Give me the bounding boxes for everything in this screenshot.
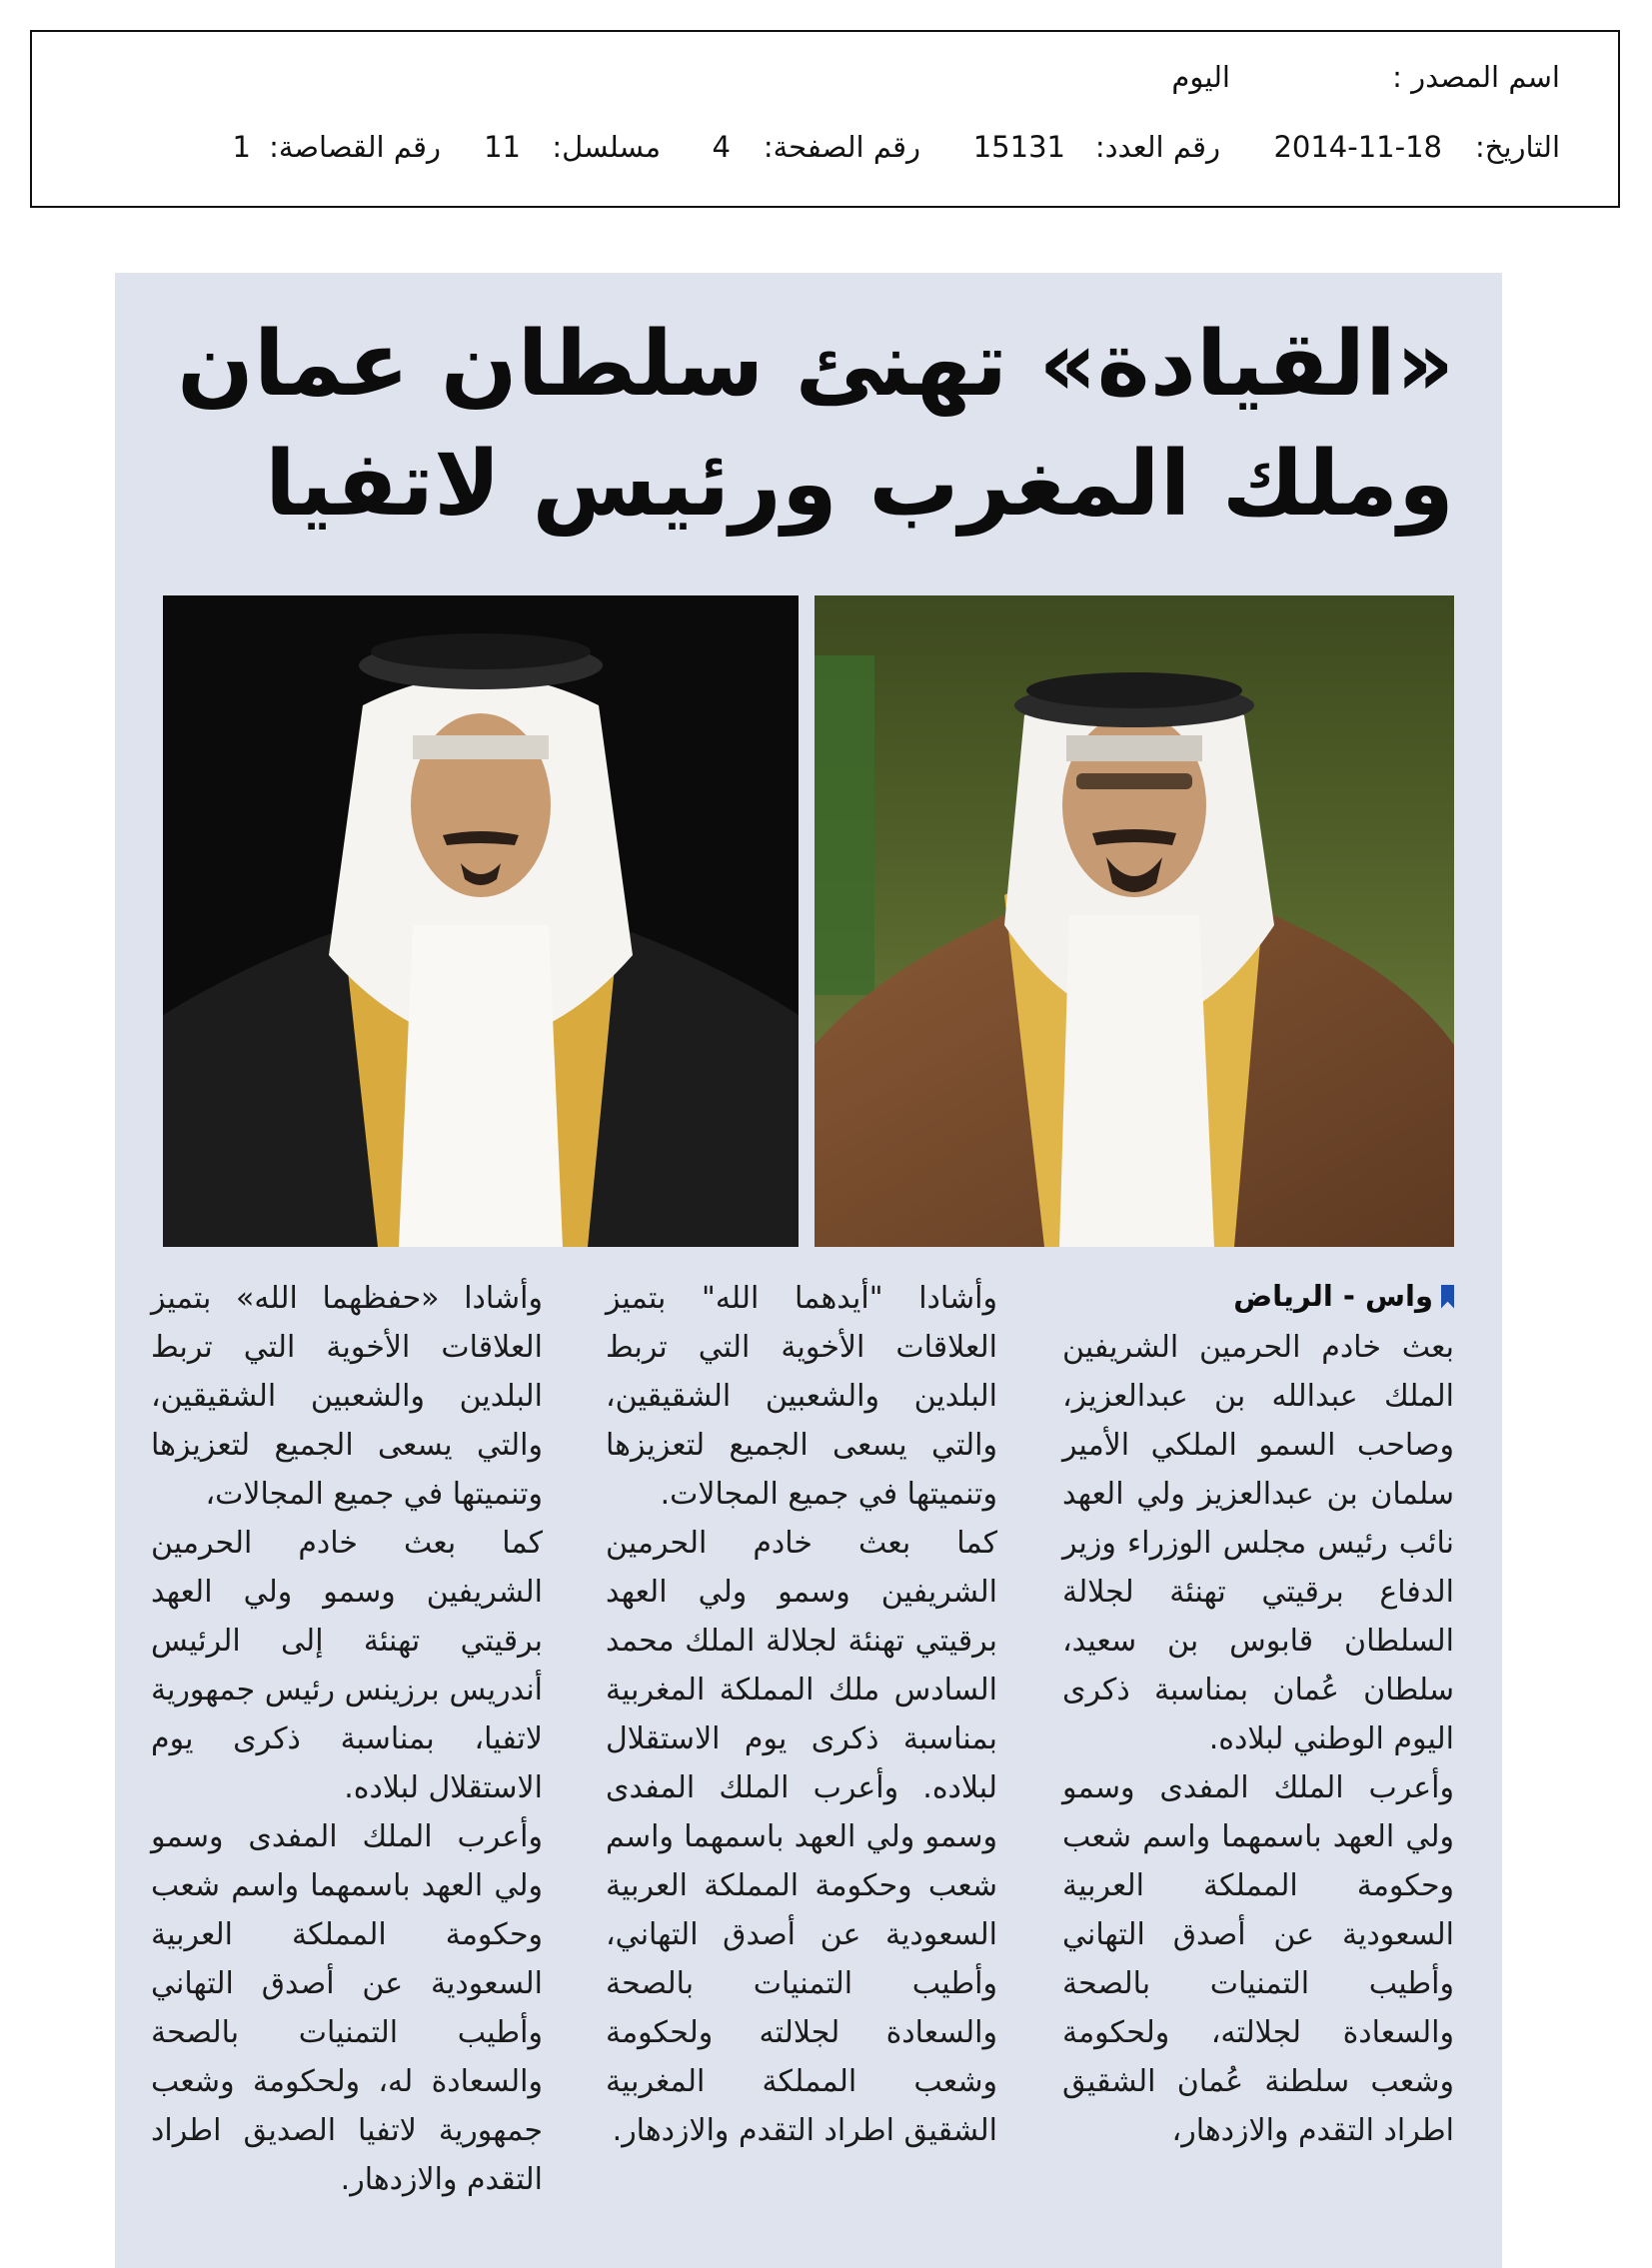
article-headline: «القيادة» تهنئ سلطان عمان وملك المغرب ورئيس لاتفيا [177,312,1454,537]
paragraph: وأشادا "أيدهما الله" بتميز العلاقات الأخوية التي تربط البلدين والشعبين الشقيقين، والتي يسعى الجميع لتعزيزها وتنميتها في جميع المجالات. [606,1281,997,1512]
clipping-metadata-box [30,30,1620,208]
byline-text: واس - الرياض [1233,1279,1433,1313]
paragraph: كما بعث خادم الحرمين الشريفين وسمو ولي العهد برقيتي تهنئة لجلالة الملك محمد السادس ملك المملكة المغربية بمناسبة ذكرى يوم الاستقلال لبلاده. وأعرب الملك المفدى وسمو ولي العهد باسمهما واسم شعب وحكومة المملكة العربية السعودية عن أصدق التهاني، وأطيب التمنيات بالصحة والسعادة لجلالته ولحكومة وشعب المملكة المغربية الشقيق اطراد التقدم والازدهار. [606,1526,997,2148]
paragraph: وأعرب الملك المفدى وسمو ولي العهد باسمهما واسم شعب وحكومة المملكة العربية السعودية عن أصدق التهاني وأطيب التمنيات بالصحة والسعادة لجلالته، ولحكومة وشعب سلطنة عُمان الشقيق اطراد التقدم والازدهار، [1062,1770,1454,2148]
clip-value: 1 [232,130,251,164]
paragraph: وأعرب الملك المفدى وسمو ولي العهد باسمهما واسم شعب وحكومة المملكة العربية السعودية عن أصدق التهاني وأطيب التمنيات بالصحة والسعادة له، ولحكومة وشعب جمهورية لاتفيا الصديق اطراد التقدم والازدهار. [151,1819,543,2197]
article-column-1 [1062,1274,1454,2155]
issue-value: 15131 [972,130,1065,164]
article-column-3 [151,1274,543,2204]
serial-value: 11 [484,130,521,164]
clip-label: رقم القصاصة: [269,130,441,164]
paragraph: كما بعث خادم الحرمين الشريفين وسمو ولي العهد برقيتي تهنئة إلى الرئيس أندريس برزينس رئيس جمهورية لاتفيا، بمناسبة ذكرى يوم الاستقلال لبلاده. [151,1526,543,1805]
portrait-photo-king [815,595,1454,1247]
paragraph: بعث خادم الحرمين الشريفين الملك عبدالله بن عبدالعزيز، وصاحب السمو الملكي الأمير سلمان بن عبدالعزيز ولي العهد نائب رئيس مجلس الوزراء وزير الدفاع برقيتي تهنئة لجلالة السلطان قابوس بن سعيد، سلطان عُمان بمناسبة ذكرى اليوم الوطني لبلاده. [1062,1330,1454,1756]
date-label: التاريخ: [1474,130,1560,164]
article-byline [1062,1274,1454,1319]
portrait-photo-crown-prince [163,595,799,1247]
bookmark-icon [1441,1285,1454,1309]
page-value: 4 [712,130,731,164]
page-label: رقم الصفحة: [763,130,920,164]
paragraph: وأشادا «حفظهما الله» بتميز العلاقات الأخوية التي تربط البلدين والشعبين الشقيقين، والتي يسعى الجميع لتعزيزها وتنميتها في جميع المجالات، [151,1281,543,1512]
article-column-2 [606,1274,997,2155]
date-value: 2014-11-18 [1273,130,1442,164]
source-label: اسم المصدر : [1392,60,1560,94]
news-article [115,273,1502,2268]
issue-label: رقم العدد: [1094,130,1220,164]
source-value: اليوم [1171,60,1230,94]
serial-label: مسلسل: [552,130,661,164]
